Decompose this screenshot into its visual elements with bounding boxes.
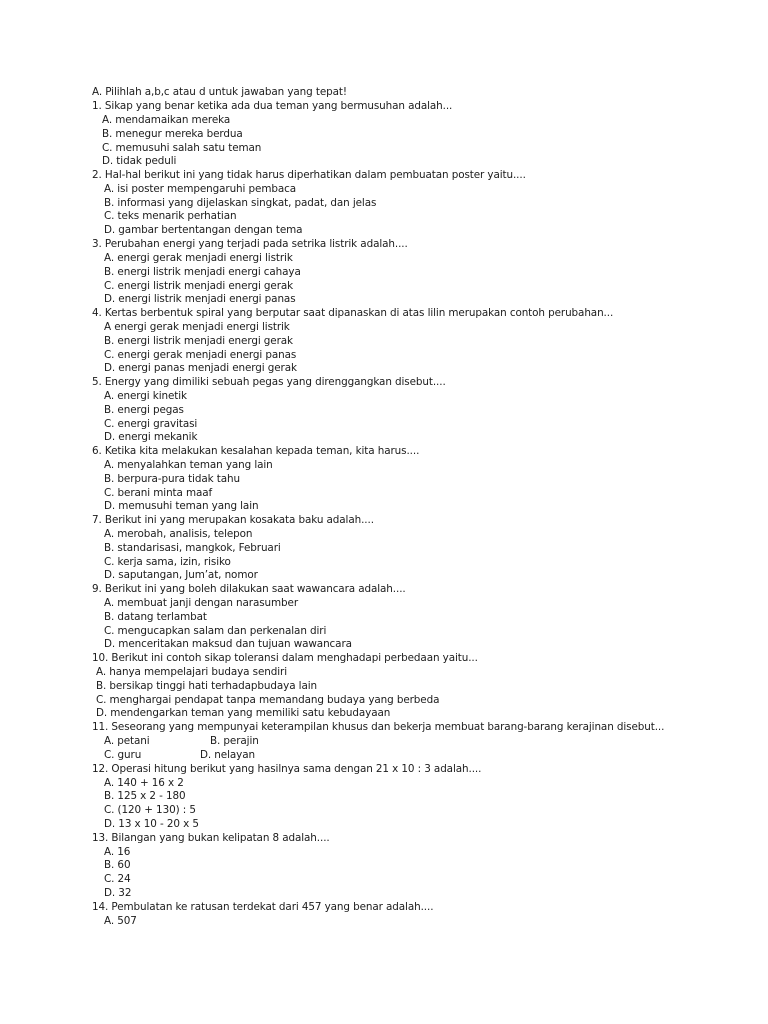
q4-option-a: A energi gerak menjadi energi listrik	[104, 321, 290, 333]
question-4: 4. Kertas berbentuk spiral yang berputar saat dipanaskan di atas lilin merupakan contoh perubahan...	[92, 307, 614, 319]
q10-option-c: C. menghargai pendapat tanpa memandang budaya yang berbeda	[96, 694, 440, 706]
q7-option-a: A. merobah, analisis, telepon	[104, 528, 253, 540]
q10-option-a: A. hanya mempelajari budaya sendiri	[96, 666, 287, 678]
q12-option-b: B. 125 x 2 - 180	[104, 790, 186, 802]
question-14: 14. Pembulatan ke ratusan terdekat dari 457 yang benar adalah....	[92, 901, 434, 913]
q12-option-a: A. 140 + 16 x 2	[104, 777, 184, 789]
q6-option-b: B. berpura-pura tidak tahu	[104, 473, 240, 485]
question-5: 5. Energy yang dimiliki sebuah pegas yang direnggangkan disebut....	[92, 376, 446, 388]
q4-option-d: D. energi panas menjadi energi gerak	[104, 362, 297, 374]
q14-option-a: A. 507	[104, 915, 137, 927]
question-3: 3. Perubahan energi yang terjadi pada setrika listrik adalah....	[92, 238, 408, 250]
q1-option-c: C. memusuhi salah satu teman	[102, 142, 262, 154]
question-2: 2. Hal-hal berikut ini yang tidak harus diperhatikan dalam pembuatan poster yaitu....	[92, 169, 526, 181]
q10-option-b: B. bersikap tinggi hati terhadapbudaya lain	[96, 680, 317, 692]
q12-option-c: C. (120 + 130) : 5	[104, 804, 196, 816]
q2-option-a: A. isi poster mempengaruhi pembaca	[104, 183, 296, 195]
q5-option-d: D. energi mekanik	[104, 431, 198, 443]
q9-option-a: A. membuat janji dengan narasumber	[104, 597, 299, 609]
question-1: 1. Sikap yang benar ketika ada dua teman yang bermusuhan adalah...	[92, 100, 453, 112]
question-7: 7. Berikut ini yang merupakan kosakata baku adalah....	[92, 514, 374, 526]
q4-option-c: C. energi gerak menjadi energi panas	[104, 349, 297, 361]
q1-option-b: B. menegur mereka berdua	[102, 128, 243, 140]
q12-option-d: D. 13 x 10 - 20 x 5	[104, 818, 199, 830]
q9-option-d: D. menceritakan maksud dan tujuan wawancara	[104, 638, 352, 650]
q11-option-c: C. guru	[104, 749, 142, 761]
q2-option-c: C. teks menarik perhatian	[104, 210, 237, 222]
q7-option-b: B. standarisasi, mangkok, Februari	[104, 542, 281, 554]
q13-option-d: D. 32	[104, 887, 132, 899]
question-11: 11. Seseorang yang mempunyai keterampilan khusus dan bekerja membuat barang-barang kerajinan disebut...	[92, 721, 665, 733]
q2-option-d: D. gambar bertentangan dengan tema	[104, 224, 303, 236]
q7-option-d: D. saputangan, Jum’at, nomor	[104, 569, 258, 581]
q1-option-d: D. tidak peduli	[102, 155, 177, 167]
question-10: 10. Berikut ini contoh sikap toleransi dalam menghadapi perbedaan yaitu...	[92, 652, 478, 664]
q11-option-b: B. perajin	[210, 735, 259, 747]
question-13: 13. Bilangan yang bukan kelipatan 8 adalah....	[92, 832, 330, 844]
q6-option-c: C. berani minta maaf	[104, 487, 213, 499]
q11-option-d: D. nelayan	[200, 749, 255, 761]
q6-option-d: D. memusuhi teman yang lain	[104, 500, 259, 512]
q1-option-a: A. mendamaikan mereka	[102, 114, 231, 126]
q4-option-b: B. energi listrik menjadi energi gerak	[104, 335, 293, 347]
q6-option-a: A. menyalahkan teman yang lain	[104, 459, 273, 471]
q3-option-d: D. energi listrik menjadi energi panas	[104, 293, 296, 305]
q5-option-b: B. energi pegas	[104, 404, 184, 416]
q3-option-c: C. energi listrik menjadi energi gerak	[104, 280, 294, 292]
q13-option-b: B. 60	[104, 859, 131, 871]
instruction: A. Pilihlah a,b,c atau d untuk jawaban yang tepat!	[92, 86, 347, 98]
q9-option-c: C. mengucapkan salam dan perkenalan diri	[104, 625, 327, 637]
q3-option-b: B. energi listrik menjadi energi cahaya	[104, 266, 301, 278]
q10-option-d: D. mendengarkan teman yang memiliki satu kebudayaan	[96, 707, 391, 719]
q9-option-b: B. datang terlambat	[104, 611, 207, 623]
q5-option-c: C. energi gravitasi	[104, 418, 198, 430]
q5-option-a: A. energi kinetik	[104, 390, 187, 402]
q13-option-c: C. 24	[104, 873, 131, 885]
q2-option-b: B. informasi yang dijelaskan singkat, padat, dan jelas	[104, 197, 377, 209]
question-6: 6. Ketika kita melakukan kesalahan kepada teman, kita harus....	[92, 445, 420, 457]
q3-option-a: A. energi gerak menjadi energi listrik	[104, 252, 293, 264]
question-12: 12. Operasi hitung berikut yang hasilnya sama dengan 21 x 10 : 3 adalah....	[92, 763, 482, 775]
q11-option-a: A. petani	[104, 735, 150, 747]
question-9: 9. Berikut ini yang boleh dilakukan saat wawancara adalah....	[92, 583, 406, 595]
q13-option-a: A. 16	[104, 846, 131, 858]
q7-option-c: C. kerja sama, izin, risiko	[104, 556, 231, 568]
